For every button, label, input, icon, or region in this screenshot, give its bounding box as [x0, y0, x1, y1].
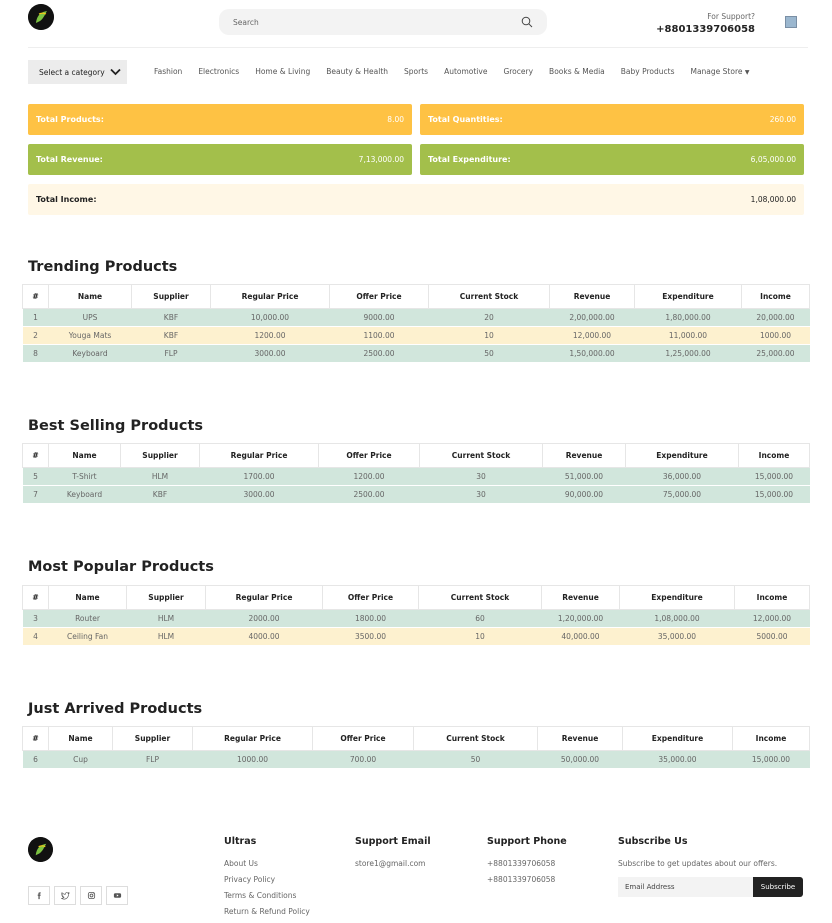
- total-quantities-value: 260.00: [769, 115, 796, 124]
- column-header: Name: [49, 285, 132, 309]
- best-selling-title: Best Selling Products: [28, 418, 204, 434]
- column-header: Name: [49, 586, 127, 610]
- table-row: [23, 751, 810, 769]
- table-cell: 1,80,000.00: [635, 309, 742, 327]
- table-cell: 1700.00: [200, 468, 319, 486]
- youtube-icon[interactable]: [106, 886, 128, 905]
- table-cell: 4: [23, 628, 49, 646]
- support-label: For Support?: [707, 12, 755, 21]
- column-header: Offer Price: [319, 444, 420, 468]
- table-cell: 8: [23, 345, 49, 363]
- table-cell: FLP: [132, 345, 211, 363]
- table-row: [23, 327, 810, 345]
- table-cell: 20: [429, 309, 550, 327]
- search-input[interactable]: [233, 18, 521, 27]
- footer-email-title: Support Email: [355, 836, 431, 847]
- table-cell: Ceiling Fan: [49, 628, 127, 646]
- column-header: #: [23, 586, 49, 610]
- table-cell: T-Shirt: [49, 468, 121, 486]
- table-row: [23, 628, 810, 646]
- footer-phone-column: [487, 836, 567, 888]
- search-icon[interactable]: [521, 16, 533, 28]
- table-row: [23, 309, 810, 327]
- table-cell: 2500.00: [330, 345, 429, 363]
- footer-phone-2[interactable]: +8801339706058: [487, 875, 556, 884]
- footer-link-privacy[interactable]: Privacy Policy: [224, 875, 276, 884]
- column-header: #: [23, 285, 49, 309]
- column-header: Current Stock: [414, 727, 538, 751]
- table-cell: 5000.00: [735, 628, 810, 646]
- nav-item-baby-products[interactable]: Baby Products: [620, 67, 675, 76]
- table-cell: 51,000.00: [543, 468, 626, 486]
- most-popular-table: [22, 585, 810, 646]
- total-income-label: Total Income:: [36, 195, 97, 204]
- column-header: Name: [49, 727, 113, 751]
- table-cell: 50,000.00: [538, 751, 623, 769]
- column-header: Revenue: [550, 285, 635, 309]
- table-cell: 15,000.00: [739, 468, 810, 486]
- table-cell: 36,000.00: [626, 468, 739, 486]
- subscribe-form: [618, 877, 803, 897]
- nav-item-manage-store[interactable]: [690, 67, 749, 76]
- table-cell: UPS: [49, 309, 132, 327]
- footer-link-terms[interactable]: Terms & Conditions: [224, 891, 297, 900]
- table-row: [23, 468, 810, 486]
- column-header: Income: [742, 285, 810, 309]
- table-cell: 12,000.00: [550, 327, 635, 345]
- trending-table: [22, 284, 810, 363]
- column-header: Supplier: [132, 285, 211, 309]
- table-cell: 10: [419, 628, 542, 646]
- table-cell: 3: [23, 610, 49, 628]
- table-cell: FLP: [113, 751, 193, 769]
- table-cell: 11,000.00: [635, 327, 742, 345]
- table-cell: 1000.00: [193, 751, 313, 769]
- card-total-products: [28, 104, 412, 135]
- column-header: Offer Price: [323, 586, 419, 610]
- column-header: Expenditure: [620, 586, 735, 610]
- total-income-value: 1,08,000.00: [750, 195, 796, 204]
- footer-brand-column: [224, 836, 310, 920]
- email-field[interactable]: [618, 877, 753, 897]
- table-cell: 90,000.00: [543, 486, 626, 504]
- table-cell: Keyboard: [49, 345, 132, 363]
- column-header: Current Stock: [429, 285, 550, 309]
- column-header: Supplier: [121, 444, 200, 468]
- logo-icon[interactable]: [28, 4, 54, 30]
- subscribe-button[interactable]: Subscribe: [753, 877, 803, 897]
- table-cell: 1,20,000.00: [542, 610, 620, 628]
- column-header: Expenditure: [635, 285, 742, 309]
- table-cell: 1,25,000.00: [635, 345, 742, 363]
- category-select-label: Select a category: [39, 67, 105, 77]
- chevron-down-icon: [110, 68, 121, 76]
- table-cell: 1,50,000.00: [550, 345, 635, 363]
- column-header: Supplier: [113, 727, 193, 751]
- table-cell: 1200.00: [211, 327, 330, 345]
- column-header: Expenditure: [623, 727, 733, 751]
- table-row: [23, 486, 810, 504]
- table-cell: KBF: [132, 327, 211, 345]
- nav-item-sports[interactable]: Sports: [404, 67, 429, 76]
- table-cell: KBF: [132, 309, 211, 327]
- table-cell: 9000.00: [330, 309, 429, 327]
- table-cell: 20,000.00: [742, 309, 810, 327]
- table-cell: 60: [419, 610, 542, 628]
- column-header: Income: [733, 727, 810, 751]
- table-cell: 700.00: [313, 751, 414, 769]
- column-header: #: [23, 444, 49, 468]
- column-header: Revenue: [542, 586, 620, 610]
- support-phone: +8801339706058: [656, 24, 755, 35]
- table-cell: 3500.00: [323, 628, 419, 646]
- footer-logo-icon[interactable]: [28, 837, 53, 862]
- total-revenue-value: 7,13,000.00: [358, 155, 404, 164]
- table-cell: 10,000.00: [211, 309, 330, 327]
- card-total-income: [28, 184, 804, 215]
- column-header: Name: [49, 444, 121, 468]
- table-cell: 35,000.00: [623, 751, 733, 769]
- search-bar[interactable]: [219, 9, 547, 35]
- table-row: [23, 345, 810, 363]
- avatar[interactable]: [785, 16, 797, 28]
- total-products-value: 8.00: [387, 115, 404, 124]
- column-header: Current Stock: [420, 444, 543, 468]
- table-cell: Router: [49, 610, 127, 628]
- footer-subscribe-title: Subscribe Us: [618, 836, 688, 847]
- trending-title: Trending Products: [28, 259, 178, 275]
- nav-item-beauty-health[interactable]: Beauty & Health: [326, 67, 389, 76]
- table-cell: 25,000.00: [742, 345, 810, 363]
- footer-email-column: [355, 836, 431, 872]
- footer-subscribe-text: Subscribe to get updates about our offers.: [618, 859, 778, 868]
- social-links: [28, 886, 128, 905]
- table-cell: Keyboard: [49, 486, 121, 504]
- total-revenue-label: Total Revenue:: [36, 155, 103, 164]
- table-cell: 15,000.00: [739, 486, 810, 504]
- table-cell: 6: [23, 751, 49, 769]
- column-header: Offer Price: [330, 285, 429, 309]
- table-cell: 2000.00: [206, 610, 323, 628]
- table-cell: 50: [429, 345, 550, 363]
- column-header: Regular Price: [206, 586, 323, 610]
- column-header: Supplier: [127, 586, 206, 610]
- total-expenditure-value: 6,05,000.00: [750, 155, 796, 164]
- main-nav: [154, 67, 750, 76]
- footer-phone-title: Support Phone: [487, 836, 567, 847]
- footer-phone-1[interactable]: +8801339706058: [487, 859, 556, 868]
- table-cell: Cup: [49, 751, 113, 769]
- category-select[interactable]: [28, 60, 127, 84]
- column-header: Income: [739, 444, 810, 468]
- table-cell: 15,000.00: [733, 751, 810, 769]
- table-cell: 1200.00: [319, 468, 420, 486]
- table-cell: 2500.00: [319, 486, 420, 504]
- table-cell: 1000.00: [742, 327, 810, 345]
- column-header: Regular Price: [193, 727, 313, 751]
- nav-item-books-media[interactable]: Books & Media: [549, 67, 605, 76]
- table-cell: 50: [414, 751, 538, 769]
- best-selling-table: [22, 443, 810, 504]
- table-cell: 30: [420, 468, 543, 486]
- column-header: Income: [735, 586, 810, 610]
- table-cell: 2,00,000.00: [550, 309, 635, 327]
- twitter-icon[interactable]: [54, 886, 76, 905]
- column-header: Revenue: [543, 444, 626, 468]
- total-products-label: Total Products:: [36, 115, 104, 124]
- table-cell: 2: [23, 327, 49, 345]
- table-cell: HLM: [127, 628, 206, 646]
- footer-subscribe-column: [618, 836, 777, 872]
- table-cell: 35,000.00: [620, 628, 735, 646]
- table-cell: KBF: [121, 486, 200, 504]
- just-arrived-title: Just Arrived Products: [28, 701, 203, 717]
- table-cell: 10: [429, 327, 550, 345]
- footer-link-about[interactable]: About Us: [224, 859, 258, 868]
- column-header: Revenue: [538, 727, 623, 751]
- card-total-revenue: [28, 144, 412, 175]
- table-cell: 40,000.00: [542, 628, 620, 646]
- column-header: Regular Price: [211, 285, 330, 309]
- instagram-icon[interactable]: [80, 886, 102, 905]
- table-cell: 1800.00: [323, 610, 419, 628]
- table-cell: 1,08,000.00: [620, 610, 735, 628]
- just-arrived-table: [22, 726, 810, 769]
- table-cell: 12,000.00: [735, 610, 810, 628]
- column-header: Regular Price: [200, 444, 319, 468]
- column-header: Offer Price: [313, 727, 414, 751]
- card-total-quantities: [420, 104, 804, 135]
- table-row: [23, 610, 810, 628]
- table-cell: 5: [23, 468, 49, 486]
- card-total-expenditure: [420, 144, 804, 175]
- column-header: #: [23, 727, 49, 751]
- table-cell: Youga Mats: [49, 327, 132, 345]
- support-info: [656, 12, 755, 35]
- caret-down-icon: ▼: [744, 69, 750, 76]
- table-cell: 3000.00: [211, 345, 330, 363]
- nav-item-automotive[interactable]: Automotive: [444, 67, 488, 76]
- header-divider: [28, 47, 808, 48]
- nav-item-home-living[interactable]: Home & Living: [255, 67, 311, 76]
- facebook-icon[interactable]: [28, 886, 50, 905]
- footer-email-value[interactable]: store1@gmail.com: [355, 859, 426, 868]
- table-cell: 75,000.00: [626, 486, 739, 504]
- column-header: Expenditure: [626, 444, 739, 468]
- nav-item-fashion[interactable]: Fashion: [154, 67, 183, 76]
- footer-brand-title: Ultras: [224, 836, 257, 847]
- manage-store-label: Manage Store: [690, 67, 743, 76]
- table-cell: 4000.00: [206, 628, 323, 646]
- table-cell: 7: [23, 486, 49, 504]
- total-expenditure-label: Total Expenditure:: [428, 155, 511, 164]
- table-cell: 3000.00: [200, 486, 319, 504]
- table-cell: 30: [420, 486, 543, 504]
- footer-link-refund[interactable]: Return & Refund Policy: [224, 907, 310, 916]
- table-cell: 1100.00: [330, 327, 429, 345]
- nav-item-grocery[interactable]: Grocery: [503, 67, 534, 76]
- table-cell: 1: [23, 309, 49, 327]
- nav-item-electronics[interactable]: Electronics: [198, 67, 240, 76]
- most-popular-title: Most Popular Products: [28, 559, 214, 575]
- table-cell: HLM: [121, 468, 200, 486]
- column-header: Current Stock: [419, 586, 542, 610]
- table-cell: HLM: [127, 610, 206, 628]
- total-quantities-label: Total Quantities:: [428, 115, 503, 124]
